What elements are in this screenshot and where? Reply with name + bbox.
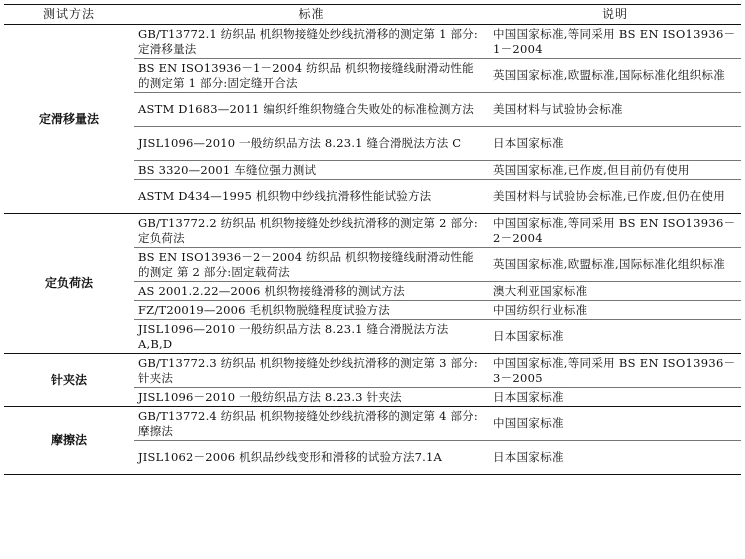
standard-cell: ASTM D434—1995 机织物中纱线抗滑移性能试验方法	[134, 180, 489, 214]
note-cell: 日本国家标准	[489, 127, 741, 161]
standard-cell: GB/T13772.3 纺织品 机织物接缝处纱线抗滑移的测定第 3 部分:针夹法	[134, 354, 489, 388]
standard-cell: GB/T13772.2 纺织品 机织物接缝处纱线抗滑移的测定第 2 部分:定负荷法	[134, 214, 489, 248]
standard-cell: FZ/T20019—2006 毛机织物脱缝程度试验方法	[134, 301, 489, 320]
standard-cell: BS 3320—2001 车缝位强力测试	[134, 161, 489, 180]
note-cell: 英国国家标准,已作废,但目前仍有使用	[489, 161, 741, 180]
note-cell: 日本国家标准	[489, 388, 741, 407]
table-row	[4, 354, 741, 388]
note-cell: 澳大利亚国家标准	[489, 282, 741, 301]
header-row	[4, 5, 741, 25]
method-cell: 针夹法	[4, 354, 134, 407]
table-row	[4, 407, 741, 441]
note-cell: 英国国家标准,欧盟标准,国际标准化组织标准	[489, 248, 741, 282]
standard-cell: GB/T13772.4 纺织品 机织物接缝处纱线抗滑移的测定第 4 部分:摩擦法	[134, 407, 489, 441]
method-cell: 摩擦法	[4, 407, 134, 475]
note-cell: 中国纺织行业标准	[489, 301, 741, 320]
header-method: 测试方法	[4, 5, 134, 25]
standard-cell: AS 2001.2.22—2006 机织物接缝滑移的测试方法	[134, 282, 489, 301]
note-cell: 日本国家标准	[489, 441, 741, 475]
standard-cell: BS EN ISO13936－2－2004 纺织品 机织物接缝线耐滑动性能的测定 第 2 部分:固定载荷法	[134, 248, 489, 282]
note-cell: 中国国家标准	[489, 407, 741, 441]
table-row	[4, 214, 741, 248]
header-standard: 标准	[134, 5, 489, 25]
standard-cell: JISL1096－2010 一般纺织品方法 8.23.3 针夹法	[134, 388, 489, 407]
standard-cell: ASTM D1683—2011 编织纤维织物缝合失败处的标准检测方法	[134, 93, 489, 127]
table-row	[4, 25, 741, 59]
note-cell: 美国材料与试验协会标准,已作废,但仍在使用	[489, 180, 741, 214]
note-cell: 中国国家标准,等同采用 BS EN ISO13936－1－2004	[489, 25, 741, 59]
note-cell: 中国国家标准,等同采用 BS EN ISO13936－2－2004	[489, 214, 741, 248]
standard-cell: JISL1096—2010 一般纺织品方法 8.23.1 缝合滑脱法方法 A,B,D	[134, 320, 489, 354]
note-cell: 日本国家标准	[489, 320, 741, 354]
standards-table	[4, 4, 741, 475]
standard-cell: JISL1062－2006 机织品纱线变形和滑移的试验方法7.1A	[134, 441, 489, 475]
header-note: 说明	[489, 5, 741, 25]
note-cell: 美国材料与试验协会标准	[489, 93, 741, 127]
table-body	[4, 25, 741, 475]
standard-cell: GB/T13772.1 纺织品 机织物接缝处纱线抗滑移的测定第 1 部分:定滑移量法	[134, 25, 489, 59]
standard-cell: JISL1096—2010 一般纺织品方法 8.23.1 缝合滑脱法方法 C	[134, 127, 489, 161]
method-cell: 定负荷法	[4, 214, 134, 354]
note-cell: 中国国家标准,等同采用 BS EN ISO13936－3－2005	[489, 354, 741, 388]
method-cell: 定滑移量法	[4, 25, 134, 214]
standard-cell: BS EN ISO13936－1－2004 纺织品 机织物接缝线耐滑动性能的测定第 1 部分:固定缝开合法	[134, 59, 489, 93]
standards-table-container	[4, 4, 741, 475]
note-cell: 英国国家标准,欧盟标准,国际标准化组织标准	[489, 59, 741, 93]
